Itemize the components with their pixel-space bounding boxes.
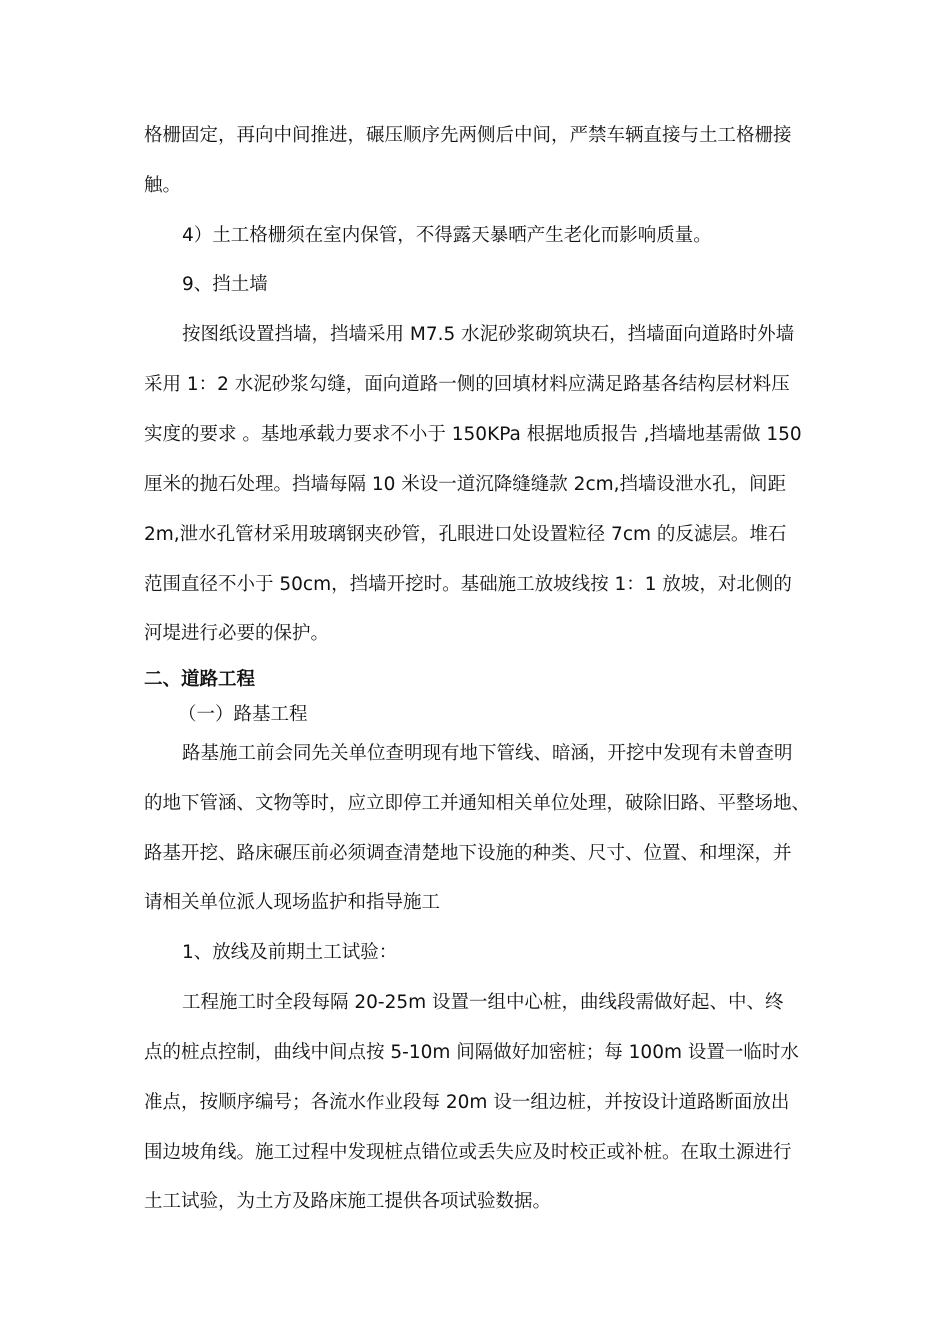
paragraph-line: 点的桩点控制，曲线中间点按 5-10m 间隔做好加密桩；每 100m 设置一临时水 [144,1042,799,1063]
paragraph-line: 按图纸设置挡墙，挡墙采用 M7.5 水泥砂浆砌筑块石，挡墙面向道路时外墙 [182,324,795,345]
paragraph-line: 河堤进行必要的保护。 [144,623,330,644]
paragraph-line: 4）土工格栅须在室内保管，不得露天暴晒产生老化而影响质量。 [182,225,712,246]
paragraph-line: 请相关单位派人现场监护和指导施工 [144,892,441,913]
paragraph-line: 采用 1：2 水泥砂浆勾缝，面向道路一侧的回填材料应满足路基各结构层材料压 [144,374,790,395]
paragraph-line: 2m,泄水孔管材采用玻璃钢夹砂管，孔眼进口处设置粒径 7cm 的反滤层。堆石 [144,524,787,545]
section-heading: 1、放线及前期土工试验： [182,942,398,963]
paragraph-line: 的地下管涵、文物等时，应立即停工并通知相关单位处理，破除旧路、平整场地、 [144,793,811,814]
section-heading: 9、挡土墙 [182,274,268,295]
paragraph-line: 围边坡角线。施工过程中发现桩点错位或丢失应及时校正或补桩。在取土源进行 [144,1142,792,1163]
subsection-heading: （一）路基工程 [178,704,308,725]
chapter-heading: 二、道路工程 [144,669,256,690]
paragraph-line: 工程施工时全段每隔 20-25m 设置一组中心桩，曲线段需做好起、中、终 [182,992,784,1013]
paragraph-line: 格栅固定，再向中间推进，碾压顺序先两侧后中间，严禁车辆直接与土工格栅接 [144,125,792,146]
paragraph-line: 准点，按顺序编号；各流水作业段每 20m 设一组边桩，并按设计道路断面放出 [144,1092,790,1113]
paragraph-line: 实度的要求 。基地承载力要求不小于 150KPa 根据地质报告 ,挡墙地基需做 150 [144,424,802,445]
paragraph-line: 路基施工前会同先关单位查明现有地下管线、暗涵，开挖中发现有未曾查明 [182,743,793,764]
paragraph-line: 范围直径不小于 50cm，挡墙开挖时。基础施工放坡线按 1：1 放坡，对北侧的 [144,574,792,595]
paragraph-line: 厘米的抛石处理。挡墙每隔 10 米设一道沉降缝缝款 2cm,挡墙设泄水孔，间距 [144,474,787,495]
paragraph-line: 触。 [144,175,182,196]
paragraph-line: 土工试验，为土方及路床施工提供各项试验数据。 [144,1191,552,1212]
paragraph-line: 路基开挖、路床碾压前必须调查清楚地下设施的种类、尺寸、位置、和埋深，并 [144,843,792,864]
